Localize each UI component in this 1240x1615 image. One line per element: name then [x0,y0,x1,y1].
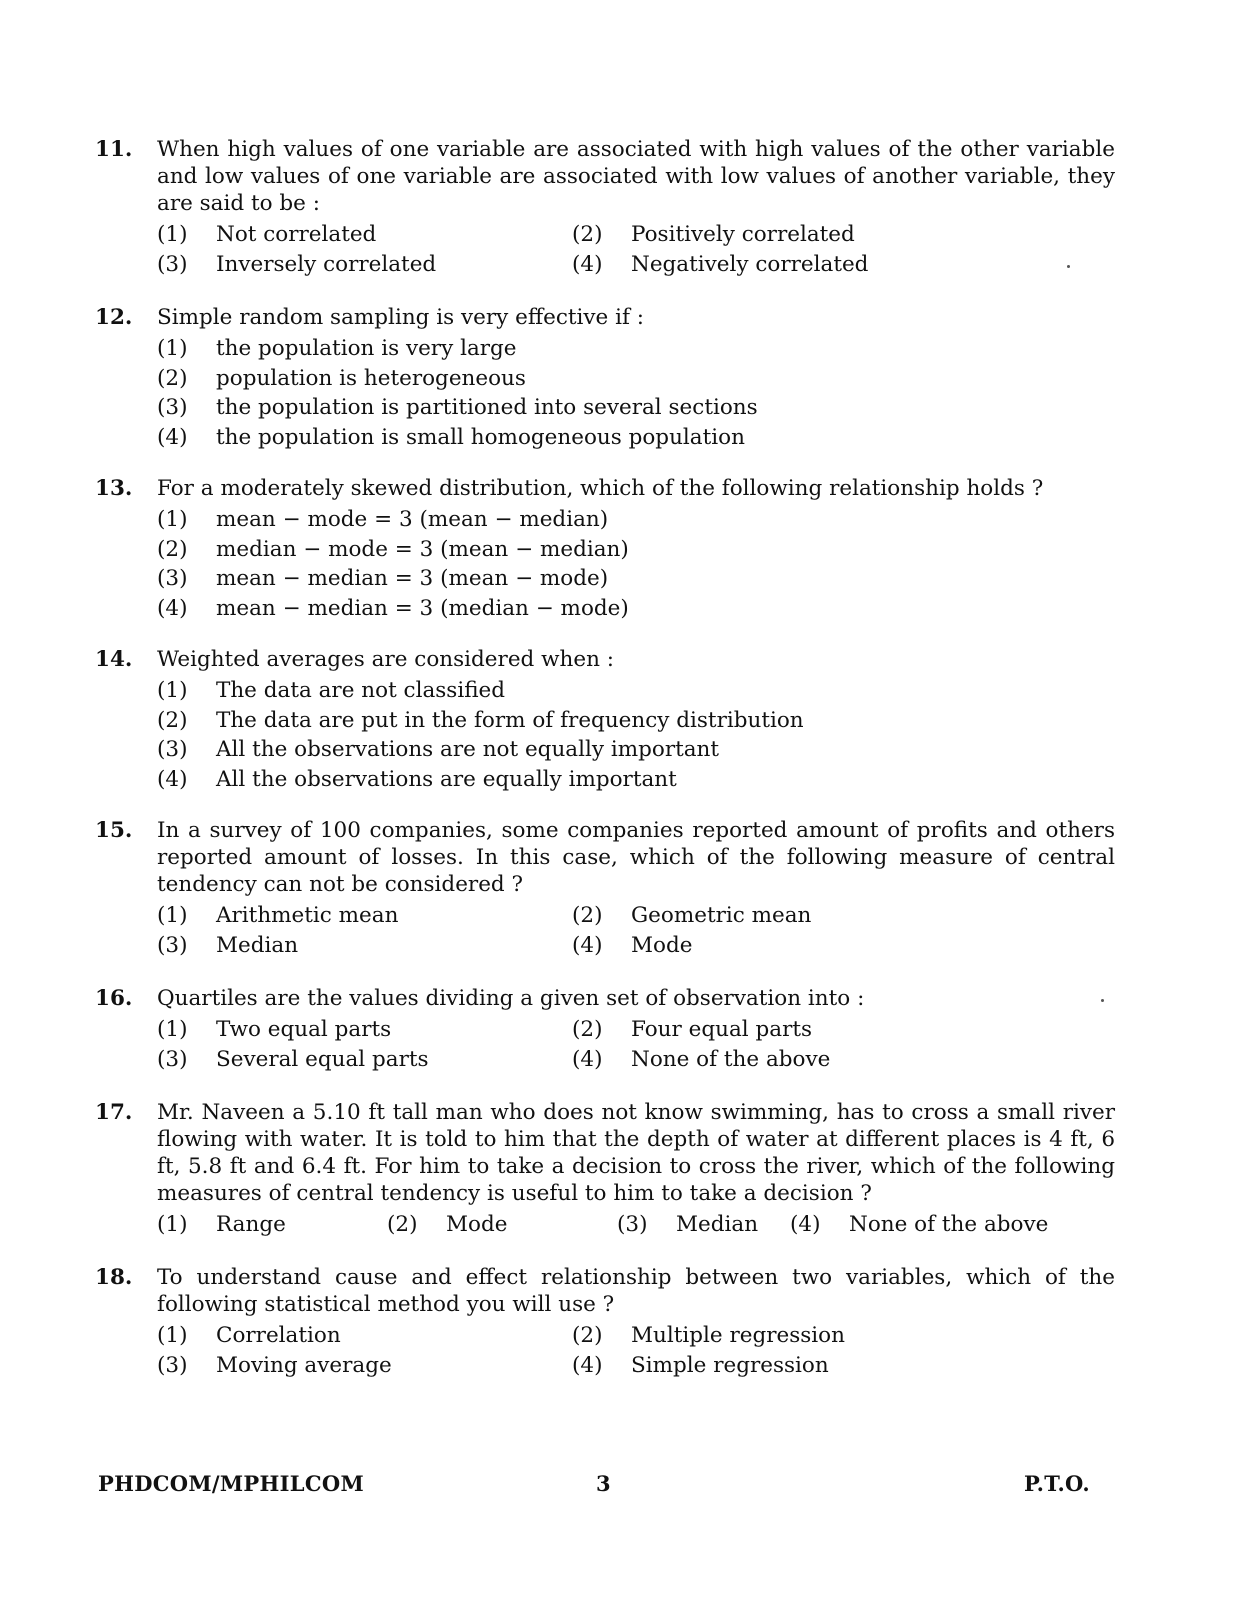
option-3: (3) Several equal parts [157,1046,429,1072]
option-3: (3) the population is partitioned into several sections [157,395,758,420]
options [157,505,1115,623]
option-2: (2) Mode [387,1212,508,1237]
question-12 [95,304,1115,452]
option-4: (4) the population is small homogeneous population [157,424,745,450]
option-1: (1) Two equal parts [157,1017,392,1042]
question-text: Simple random sampling is very effective if : [157,305,645,330]
question-number: 13. [95,476,133,501]
option-1: (1) The data are not classified [157,678,506,703]
option-4: (4) All the observations are equally important [157,766,677,792]
option-3: (3) Inversely correlated [157,251,437,277]
option-3: (3) Median [617,1212,759,1237]
option-2: (2) median − mode = 3 (mean − median) [157,536,629,562]
options [157,1015,1115,1074]
option-2: (2) The data are put in the form of frequency distribution [157,707,804,733]
question-number: 15. [95,818,133,843]
question-text: To understand cause and effect relationship between two variables, which of the following statistical method you will use ? [157,1265,1115,1317]
question-14 [95,646,1115,794]
option-1: (1) mean − mode = 3 (mean − median) [157,507,609,532]
question-number: 16. [95,986,133,1011]
options [157,901,1115,960]
option-3: (3) Median [157,932,299,958]
option-3: (3) mean − median = 3 (mean − mode) [157,566,609,591]
option-4: (4) Mode [572,932,693,958]
question-number: 18. [95,1265,133,1290]
question-text: Weighted averages are considered when : [157,647,615,672]
footer-exam-code: PHDCOM/MPHILCOM [98,1471,364,1496]
option-1: (1) the population is very large [157,336,517,361]
option-1: (1) Range [157,1212,286,1237]
options [157,676,1115,794]
option-2: (2) Four equal parts [572,1017,813,1042]
question-number: 11. [95,137,133,162]
question-number: 17. [95,1100,133,1125]
option-2: (2) Multiple regression [572,1323,845,1348]
question-16 [95,985,1115,1074]
option-3: (3) Moving average [157,1352,392,1378]
option-3: (3) All the observations are not equally important [157,737,720,762]
options [157,334,1115,452]
option-4: (4) mean − median = 3 (median − mode) [157,595,629,621]
options [157,220,1115,279]
footer-pto: P.T.O. [1024,1471,1091,1496]
option-2: (2) Positively correlated [572,222,855,247]
footer-page-number: 3 [596,1471,611,1496]
option-1: (1) Correlation [157,1323,341,1348]
question-text: Quartiles are the values dividing a given set of observation into : [157,986,865,1011]
option-4: (4) Simple regression [572,1352,829,1378]
question-number: 12. [95,305,133,330]
question-text: In a survey of 100 companies, some companies reported amount of profits and others reported amount of losses. In this case, which of the following measure of central tendency can not be considered ? [157,818,1115,897]
question-text: When high values of one variable are associated with high values of the other variable and low values of one variable are associated with low values of another variable, they are said to be : [157,137,1115,216]
scan-speck [1101,999,1104,1002]
option-1: (1) Not correlated [157,222,377,247]
question-18 [95,1264,1115,1380]
option-4: (4) Negatively correlated [572,251,869,277]
question-15 [95,817,1115,960]
option-2: (2) population is heterogeneous [157,365,526,391]
question-number: 14. [95,647,133,672]
option-2: (2) Geometric mean [572,903,812,928]
scan-speck [1067,265,1070,268]
question-text: Mr. Naveen a 5.10 ft tall man who does not know swimming, has to cross a small river flowing with water. It is told to him that the depth of water at different places is 4 ft, 6 ft, 5.8 ft and 6.4 ft. For him to take a decision to cross the river, which of the following measures of central tendency is useful to him to take a decision ? [157,1100,1115,1206]
option-4: (4) None of the above [790,1212,1049,1237]
question-text: For a moderately skewed distribution, which of the following relationship holds ? [157,476,1044,501]
option-4: (4) None of the above [572,1046,831,1072]
options [157,1321,1115,1380]
question-13 [95,475,1115,623]
options [157,1210,1115,1240]
question-17 [95,1099,1115,1240]
question-11 [95,136,1115,279]
option-1: (1) Arithmetic mean [157,903,399,928]
